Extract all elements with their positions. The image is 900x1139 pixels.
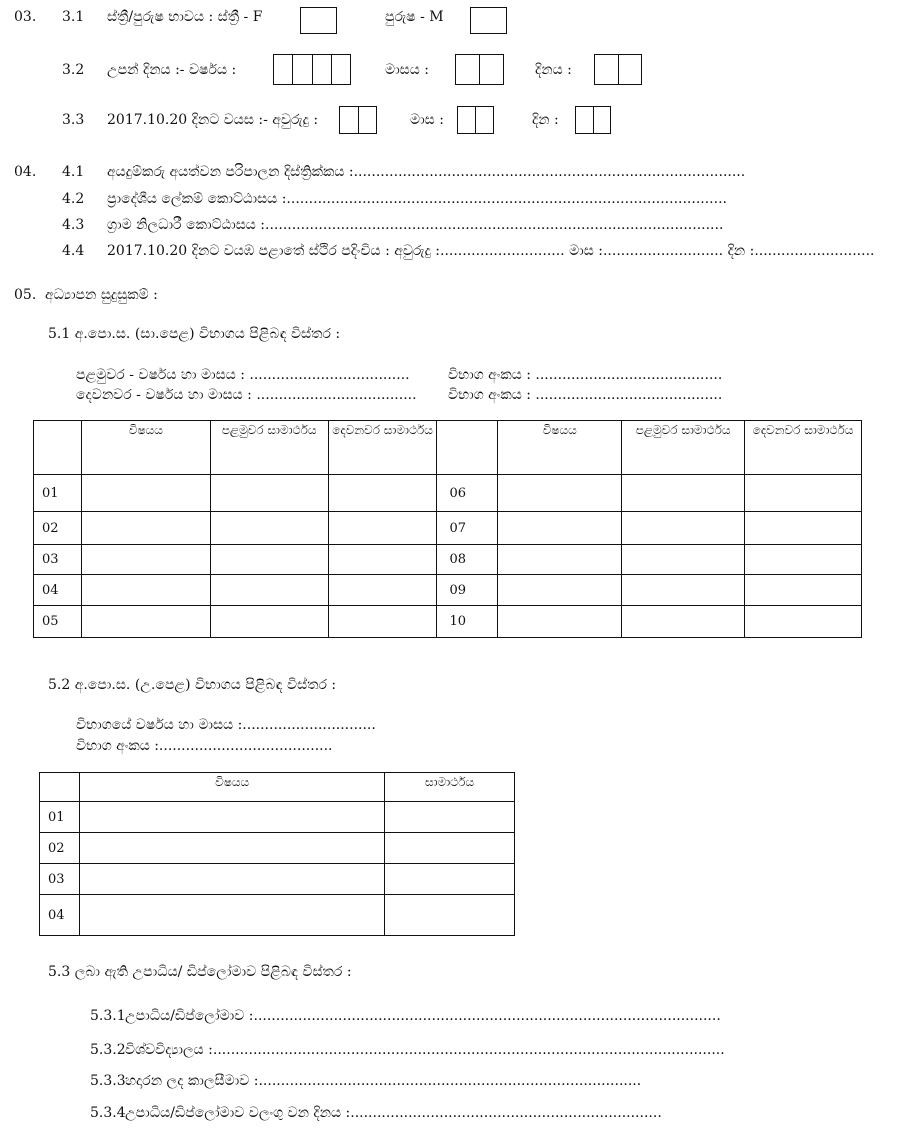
al-exam-index-field[interactable]: විභාග අංකය :.......................................: [76, 738, 333, 754]
birth-month-label: මාසය :: [385, 62, 429, 78]
subject-cell[interactable]: [79, 895, 384, 936]
row-number: 04: [40, 895, 80, 936]
subject-cell[interactable]: [498, 475, 622, 512]
al-results-table: [39, 772, 515, 936]
result-cell[interactable]: [622, 545, 745, 575]
row-number: 01: [40, 802, 80, 833]
subject-cell[interactable]: [498, 606, 622, 638]
row-number: 03: [34, 545, 82, 575]
birth-month-boxes[interactable]: [455, 54, 504, 85]
degree-effective-date-field[interactable]: උපාධිය/ඩිප්ලෝමාව වලංගු වන දිනය :......................................................................: [125, 1105, 662, 1121]
district-field[interactable]: අයදුම්කරු අයත්වන පරිපාලන දිස්ත්‍රික්කය :........................................................................................: [107, 164, 746, 180]
item-4-1-number: 4.1: [62, 164, 85, 180]
subject-cell[interactable]: [81, 512, 210, 545]
table-row: [34, 545, 862, 575]
table-row: [34, 475, 862, 512]
subject-cell[interactable]: [79, 864, 384, 895]
subject-cell[interactable]: [498, 575, 622, 606]
result-cell[interactable]: [745, 606, 862, 638]
ol-subject-header-right: විෂයය: [498, 421, 622, 475]
result-cell[interactable]: [385, 895, 515, 936]
result-cell[interactable]: [328, 606, 437, 638]
result-cell[interactable]: [622, 512, 745, 545]
age-years-label: 2017.10.20 දිනට වයස :- අවුරුදු :: [107, 112, 319, 128]
item-5-3-2-number: 5.3.2: [90, 1042, 126, 1058]
ol-exam-title: 5.1 අ.පො.ස. (සා.පෙළ) විභාගය පිළිබඳ විස්තර :: [48, 326, 341, 342]
result-cell[interactable]: [385, 864, 515, 895]
item-3-1-number: 3.1: [62, 9, 85, 25]
section-04-number: 04.: [14, 164, 37, 180]
table-row: [34, 606, 862, 638]
university-field[interactable]: විශ්වවිද්‍යාලය :...................................................................................................................: [125, 1042, 725, 1058]
age-years-boxes[interactable]: [339, 106, 377, 134]
row-number: 06: [437, 475, 498, 512]
result-cell[interactable]: [745, 545, 862, 575]
result-cell[interactable]: [745, 512, 862, 545]
item-4-2-number: 4.2: [62, 191, 85, 207]
ol-first-result-header-left: පළමුවර සාමාර්ථය: [210, 421, 328, 475]
result-cell[interactable]: [210, 512, 328, 545]
birth-day-boxes[interactable]: [594, 54, 642, 85]
row-number: 05: [34, 606, 82, 638]
ol-results-table: [33, 420, 862, 638]
divisional-secretariat-field[interactable]: ප්‍රාදේශීය ලේකම් කොට්ඨාසය :...................................................................................................: [107, 191, 727, 207]
result-cell[interactable]: [622, 606, 745, 638]
gender-label-female: ස්ත්‍රී/පුරුෂ භාවය : ස්ත්‍රී - F: [107, 9, 263, 25]
table-row: [34, 575, 862, 606]
subject-cell[interactable]: [79, 802, 384, 833]
ol-first-attempt-index-field[interactable]: විභාග අංකය : ..........................................: [448, 367, 723, 383]
degree-name-field[interactable]: උපාධිය/ඩිප්ලෝමාව :.........................................................................................................: [125, 1008, 721, 1024]
subject-cell[interactable]: [81, 606, 210, 638]
age-months-boxes[interactable]: [457, 106, 494, 134]
al-exam-year-field[interactable]: විභාගයේ වර්ෂය හා මාසය :..............................: [76, 717, 376, 733]
section-05-number: 05.: [14, 287, 37, 303]
item-3-2-number: 3.2: [62, 62, 85, 78]
female-checkbox[interactable]: [300, 7, 337, 34]
table-row: [40, 864, 515, 895]
item-4-3-number: 4.3: [62, 217, 85, 233]
birth-year-boxes[interactable]: [273, 54, 351, 85]
ol-second-result-header-left: දෙවනවර සාමාර්ථය: [328, 421, 437, 475]
male-checkbox[interactable]: [470, 7, 507, 34]
age-days-boxes[interactable]: [575, 106, 611, 134]
item-4-4-number: 4.4: [62, 243, 85, 259]
ol-subject-header-left: විෂයය: [81, 421, 210, 475]
result-cell[interactable]: [745, 475, 862, 512]
subject-cell[interactable]: [498, 545, 622, 575]
subject-cell[interactable]: [81, 475, 210, 512]
al-subject-header: විෂයය: [79, 773, 384, 802]
row-number: 08: [437, 545, 498, 575]
result-cell[interactable]: [210, 606, 328, 638]
row-number: 10: [437, 606, 498, 638]
ol-first-result-header-right: පළමුවර සාමාර්ථය: [622, 421, 745, 475]
row-number: 03: [40, 864, 80, 895]
result-cell[interactable]: [745, 575, 862, 606]
degree-section-title: 5.3 ලබා ඇති උපාධිය/ ඩිප්ලෝමාව පිළිබඳ විස්තර :: [48, 964, 352, 980]
result-cell[interactable]: [210, 475, 328, 512]
result-cell[interactable]: [385, 802, 515, 833]
table-row: [34, 512, 862, 545]
result-cell[interactable]: [622, 575, 745, 606]
item-5-3-3-number: 5.3.3: [90, 1073, 126, 1089]
row-number: 09: [437, 575, 498, 606]
subject-cell[interactable]: [81, 545, 210, 575]
birth-day-label: දිනය :: [535, 62, 572, 78]
result-cell[interactable]: [210, 545, 328, 575]
ol-second-attempt-year-field[interactable]: දෙවනවර - වර්ෂය හා මාසය : ....................................: [76, 387, 417, 403]
item-5-3-1-number: 5.3.1: [90, 1008, 126, 1024]
item-5-3-4-number: 5.3.4: [90, 1105, 126, 1121]
study-period-field[interactable]: හදාරන ලද කාලසීමාව :......................................................................................: [125, 1073, 642, 1089]
result-cell[interactable]: [328, 545, 437, 575]
ol-first-attempt-year-field[interactable]: පළමුවර - වර්ෂය හා මාසය : ....................................: [76, 367, 410, 383]
row-number: 04: [34, 575, 82, 606]
result-cell[interactable]: [622, 475, 745, 512]
al-exam-title: 5.2 අ.පො.ස. (උ.පෙළ) විභාගය පිළිබඳ විස්තර :: [48, 677, 337, 693]
ol-second-result-header-right: දෙවනවර සාමාර්ථය: [745, 421, 862, 475]
result-cell[interactable]: [385, 833, 515, 864]
row-number: 07: [437, 512, 498, 545]
subject-cell[interactable]: [498, 512, 622, 545]
item-3-3-number: 3.3: [62, 112, 85, 128]
table-row: [40, 833, 515, 864]
row-number: 02: [40, 833, 80, 864]
gn-division-field[interactable]: ග්‍රාම නිලධාරී කොට්ඨාසය :.......................................................................................................: [107, 217, 724, 233]
subject-cell[interactable]: [79, 833, 384, 864]
result-cell[interactable]: [328, 475, 437, 512]
age-months-label: මාස :: [410, 112, 444, 128]
ol-second-attempt-index-field[interactable]: විභාග අංකය : ..........................................: [448, 387, 723, 403]
subject-cell[interactable]: [81, 575, 210, 606]
residence-duration-field[interactable]: 2017.10.20 දිනට වයඹ පළාතේ ස්ථිර පදිංචිය : අවුරුදු :............................ මාස :........................... දින :...........................: [107, 243, 875, 259]
row-number: 01: [34, 475, 82, 512]
result-cell[interactable]: [328, 575, 437, 606]
table-row: [40, 895, 515, 936]
row-number: 02: [34, 512, 82, 545]
result-cell[interactable]: [210, 575, 328, 606]
table-row: [40, 802, 515, 833]
section-05-title: අධ්‍යාපන සුදුසුකම් :: [45, 287, 158, 303]
result-cell[interactable]: [328, 512, 437, 545]
al-result-header: සාමාර්ථය: [385, 773, 515, 802]
age-days-label: දින :: [532, 112, 559, 128]
section-03-number: 03.: [14, 9, 37, 25]
al-table-header-row: [40, 773, 515, 802]
gender-label-male: පුරුෂ - M: [385, 9, 444, 25]
ol-table-header-row: [34, 421, 862, 475]
birth-year-label: උපන් දිනය :- වර්ෂය :: [107, 62, 237, 78]
